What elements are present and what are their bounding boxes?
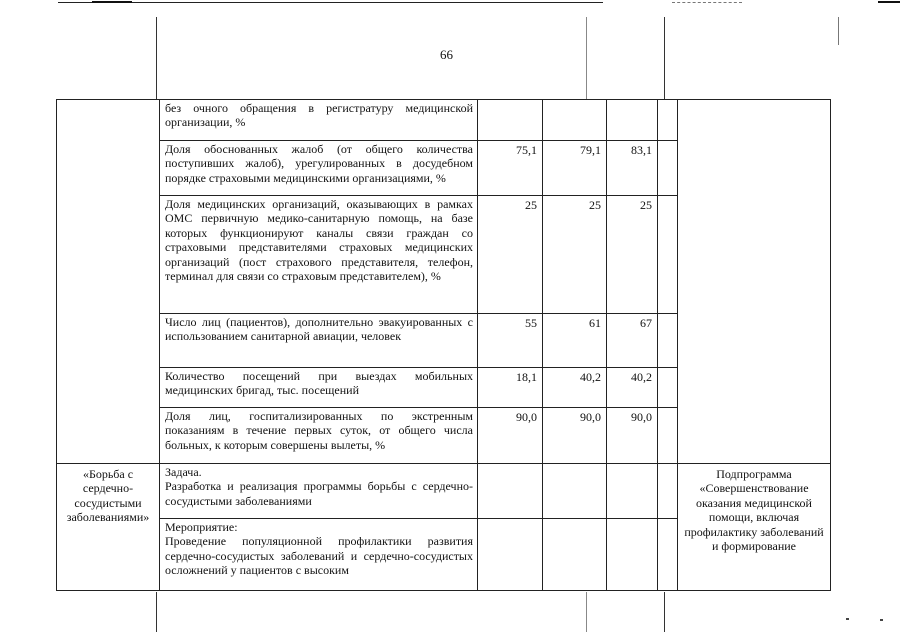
spacer-cell — [658, 408, 678, 464]
category-cell: «Борьба с сердечно-сосудистыми заболеваниями» — [57, 464, 160, 591]
value-cell-1: 55 — [478, 314, 543, 368]
task-cell — [160, 464, 478, 519]
value-cell-1: 18,1 — [478, 368, 543, 408]
value-cell-3 — [607, 519, 658, 591]
left-margin-line — [156, 17, 157, 99]
value-cell-2: 61 — [543, 314, 607, 368]
spacer-cell — [658, 519, 678, 591]
value-cell-1 — [478, 464, 543, 519]
value-cell-3 — [607, 100, 658, 141]
indicator-cell: Доля обоснованных жалоб (от общего количества поступивших жалоб), урегулированных в досудебном порядке страховыми медицинскими организациями, % — [160, 141, 478, 196]
value-cell-1: 25 — [478, 196, 543, 314]
right-margin-line-bottom — [664, 592, 665, 632]
subprogram-cell: Подпрограмма «Совершенствование оказания медицинской помощи, включая профилактику заболеваний и формирование — [678, 464, 831, 591]
top-edge-line — [58, 2, 603, 3]
indicator-cell: Число лиц (пациентов), дополнительно эвакуированных с использованием санитарной авиации, человек — [160, 314, 478, 368]
spacer-cell — [658, 314, 678, 368]
value-cell-2: 25 — [543, 196, 607, 314]
value-cell-1 — [478, 100, 543, 141]
mid-margin-line-bottom — [586, 592, 587, 632]
mid-margin-line — [586, 17, 587, 99]
task-text: Разработка и реализация программы борьбы с сердечно-сосудистыми заболеваниями — [165, 479, 473, 508]
value-cell-2 — [543, 464, 607, 519]
value-cell-2: 79,1 — [543, 141, 607, 196]
value-cell-2: 90,0 — [543, 408, 607, 464]
corner-mark-1 — [846, 618, 849, 620]
category-cell-empty — [57, 100, 160, 464]
right-margin-line — [664, 17, 665, 99]
indicator-cell: Доля медицинских организаций, оказывающих в рамках ОМС первичную медико-санитарную помощь, на базе которых функционируют каналы связи граждан со страховыми представителями страховых медицинских организаций (пост страхового представителя, телефон, терминал для связи со страховым представителем), % — [160, 196, 478, 314]
top-right-mark — [878, 1, 900, 3]
spacer-cell — [658, 100, 678, 141]
table-row — [57, 464, 831, 519]
value-cell-2 — [543, 100, 607, 141]
spacer-cell — [658, 368, 678, 408]
table-row — [57, 100, 831, 141]
left-margin-line-bottom — [156, 592, 157, 632]
value-cell-3: 67 — [607, 314, 658, 368]
spacer-cell — [658, 196, 678, 314]
value-cell-3: 25 — [607, 196, 658, 314]
indicators-table — [56, 99, 831, 591]
measure-label: Мероприятие: — [165, 520, 238, 534]
task-label: Задача. — [165, 465, 202, 479]
value-cell-2 — [543, 519, 607, 591]
value-cell-3 — [607, 464, 658, 519]
indicator-cell: Количество посещений при выездах мобильных медицинских бригад, тыс. посещений — [160, 368, 478, 408]
far-right-edge-line — [838, 17, 839, 45]
page-number: 66 — [440, 47, 453, 62]
value-cell-2: 40,2 — [543, 368, 607, 408]
top-edge-line-thick — [92, 1, 132, 3]
value-cell-3: 40,2 — [607, 368, 658, 408]
top-right-dash — [672, 2, 742, 3]
spacer-cell — [658, 141, 678, 196]
spacer-cell — [658, 464, 678, 519]
value-cell-1: 90,0 — [478, 408, 543, 464]
value-cell-3: 90,0 — [607, 408, 658, 464]
value-cell-1: 75,1 — [478, 141, 543, 196]
measure-text: Проведение популяционной профилактики развития сердечно-сосудистых заболеваний и сердечно-сосудистых осложнений у пациентов с высоким — [165, 534, 473, 578]
value-cell-3: 83,1 — [607, 141, 658, 196]
program-cell-empty — [678, 100, 831, 464]
corner-mark-2 — [880, 619, 883, 621]
measure-cell — [160, 519, 478, 591]
value-cell-1 — [478, 519, 543, 591]
indicator-cell: без очного обращения в регистратуру медицинской организации, % — [160, 100, 478, 141]
indicator-cell: Доля лиц, госпитализированных по экстренным показаниям в течение первых суток, от общего числа больных, к которым совершены вылеты, % — [160, 408, 478, 464]
